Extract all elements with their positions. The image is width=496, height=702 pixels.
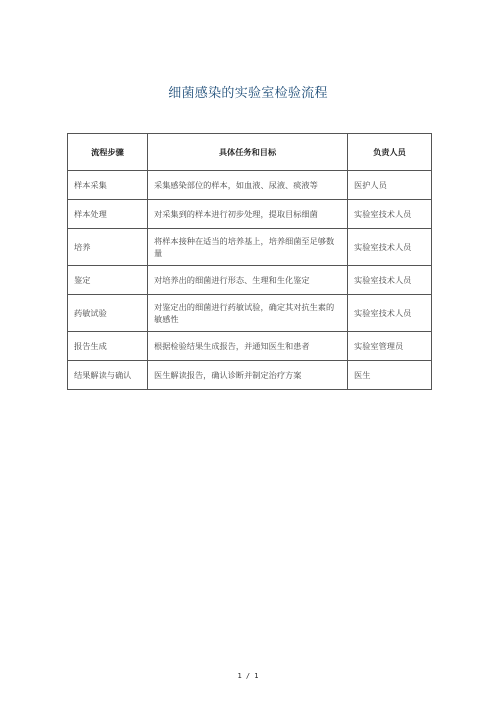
table-row [68,266,432,295]
cell-owner: 实验室技术人员 [348,295,432,332]
cell-task: 对培养出的细菌进行形态、生理和生化鉴定 [148,266,348,295]
table-row [68,332,432,361]
process-table [67,133,432,390]
table-row [68,361,432,390]
cell-step: 报告生成 [68,332,148,361]
cell-step: 样本采集 [68,171,148,200]
table-row [68,171,432,200]
table-header-row [68,134,432,171]
table-row [68,229,432,266]
cell-step: 鉴定 [68,266,148,295]
cell-owner: 医生 [348,361,432,390]
cell-owner: 实验室技术人员 [348,200,432,229]
cell-owner: 实验室技术人员 [348,266,432,295]
page-number: 1 / 1 [237,672,259,680]
cell-step: 培养 [68,229,148,266]
cell-owner: 医护人员 [348,171,432,200]
cell-step: 样本处理 [68,200,148,229]
table-row [68,295,432,332]
header-step: 流程步骤 [68,134,148,171]
cell-task: 对鉴定出的细菌进行药敏试验，确定其对抗生素的敏感性 [148,295,348,332]
cell-task: 将样本接种在适当的培养基上，培养细菌至足够数量 [148,229,348,266]
cell-task: 根据检验结果生成报告，并通知医生和患者 [148,332,348,361]
header-owner: 负责人员 [348,134,432,171]
table-row [68,200,432,229]
page-title: 细菌感染的实验室检验流程 [168,86,328,101]
cell-task: 对采集到的样本进行初步处理，提取目标细菌 [148,200,348,229]
cell-owner: 实验室技术人员 [348,229,432,266]
cell-step: 药敏试验 [68,295,148,332]
cell-task: 医生解读报告，确认诊断并制定治疗方案 [148,361,348,390]
header-task: 具体任务和目标 [148,134,348,171]
cell-owner: 实验室管理员 [348,332,432,361]
cell-task: 采集感染部位的样本，如血液、尿液、痰液等 [148,171,348,200]
cell-step: 结果解读与确认 [68,361,148,390]
